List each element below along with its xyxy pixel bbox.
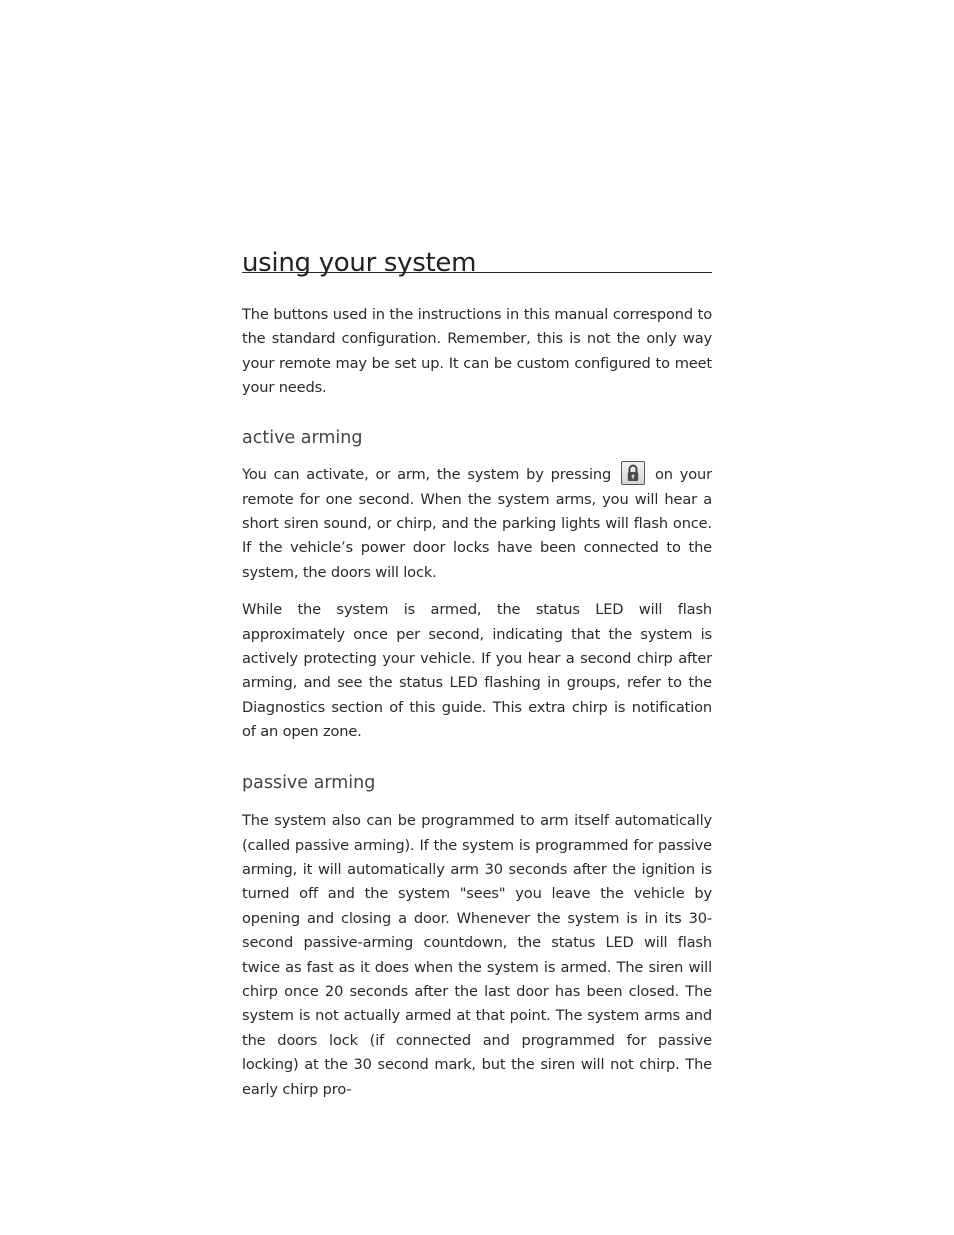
passive-arming-paragraph: The system also can be programmed to arm itself automatically (called passive arming). If the system is programmed for passive arming, it will automatically arm 30 seconds after the ignition is turned off and the system "sees" you leave the vehicle by opening and closing a door. Whenever the system is in its 30-second passive-arming countdown, the status LED will flash twice as fast as it does when the system is armed. The siren will chirp once 20 seconds after the last door has been closed. The system is not actually armed at that point. The system arms and the doors lock (if connected and programmed for passive locking) at the 30 second mark, but the siren will not chirp. The early chirp pro-: [242, 812, 712, 1098]
active-arming-paragraph-2: While the system is armed, the status LED will flash approximately once per second, indicating that the system is actively protecting your vehicle. If you hear a second chirp after arming, and see the status LED flashing in groups, refer to the Diagnostics section of this guide. This extra chirp is notification of an open zone.: [242, 601, 712, 741]
title-rule: [242, 240, 712, 278]
intro-paragraph: The buttons used in the instructions in this manual correspond to the standard configuration. Remember, this is not the only way your remote may be set up. It can be custom configured to meet your needs.: [242, 306, 712, 397]
lock-icon: [621, 461, 645, 485]
active-arming-paragraph-1: [242, 463, 712, 585]
passive-arming-heading: passive arming: [242, 772, 376, 793]
active-arming-text-after-icon: on your remote for one second. When the system arms, you will hear a short siren sound, or chirp, and the parking lights will flash once. If the vehicle’s power door locks have been connected to the system, the doors will lock.: [242, 466, 712, 581]
active-arming-text-before-icon: You can activate, or arm, the system by pressing: [242, 466, 619, 484]
lock-icon-graphic: [627, 464, 639, 482]
page-title: using your system: [242, 248, 477, 278]
active-arming-heading: active arming: [242, 427, 363, 448]
manual-page: [242, 240, 712, 1102]
